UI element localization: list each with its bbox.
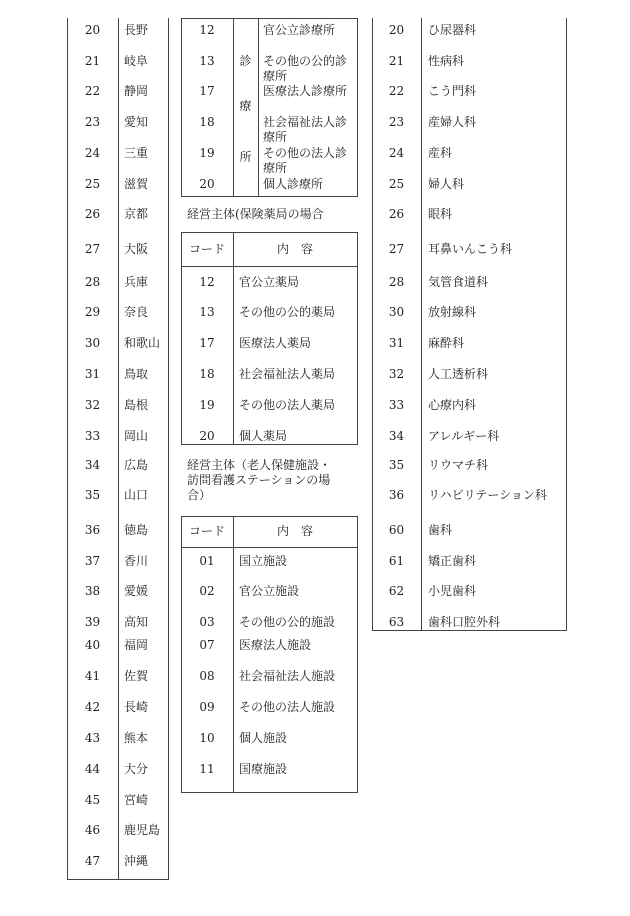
department-code: 22 (388, 84, 405, 98)
nursing-code: 01 (199, 554, 215, 568)
table-rule (566, 18, 567, 631)
pharmacy-code: 13 (199, 305, 215, 319)
prefecture-name: 和歌山 (124, 336, 161, 350)
pharmacy-type: その他の法人薬局 (239, 398, 336, 412)
prefecture-name: 山口 (124, 488, 149, 502)
prefecture-code: 40 (84, 638, 101, 652)
department-code: 32 (388, 367, 405, 381)
department-name: 人工透析科 (428, 367, 489, 381)
department-code: 28 (388, 275, 405, 289)
pharmacy-type: その他の公的薬局 (239, 305, 336, 319)
department-name: アレルギー科 (428, 429, 500, 443)
department-code: 24 (388, 146, 405, 160)
nursing-type: 国立施設 (239, 554, 288, 568)
clinic-type: 社会福祉法人診 (263, 115, 348, 129)
table-rule (181, 547, 358, 548)
prefecture-name: 宮崎 (124, 793, 149, 807)
department-name: こう門科 (428, 84, 477, 98)
department-code: 26 (388, 207, 405, 221)
prefecture-code: 33 (84, 429, 101, 443)
clinic-group-label: 診 (239, 54, 252, 68)
table-rule (181, 516, 358, 517)
pharmacy-code: 17 (199, 336, 215, 350)
prefecture-name: 大分 (124, 762, 149, 776)
prefecture-code: 35 (84, 488, 101, 502)
prefecture-code: 46 (84, 823, 101, 837)
nursing-header-content: 内 容 (276, 524, 313, 538)
prefecture-name: 鳥取 (124, 367, 149, 381)
prefecture-name: 福岡 (124, 638, 149, 652)
nursing-type: 社会福祉法人施設 (239, 669, 336, 683)
prefecture-name: 三重 (124, 146, 149, 160)
prefecture-name: 滋賀 (124, 177, 149, 191)
prefecture-name: 高知 (124, 615, 149, 629)
department-name: 放射線科 (428, 305, 477, 319)
clinic-type-cont: 療所 (263, 130, 288, 144)
pharmacy-code: 18 (199, 367, 215, 381)
department-code: 21 (388, 54, 405, 68)
nursing-header-code: コード (188, 524, 225, 538)
clinic-type: その他の法人診 (263, 146, 348, 160)
pharmacy-type: 社会福祉法人薬局 (239, 367, 336, 381)
department-name: ひ尿器科 (428, 23, 477, 37)
prefecture-code: 42 (84, 700, 101, 714)
prefecture-name: 愛媛 (124, 584, 149, 598)
nursing-type: 医療法人施設 (239, 638, 312, 652)
pharmacy-section-title: 経営主体(保険薬局の場合 (187, 207, 324, 221)
prefecture-name: 島根 (124, 398, 149, 412)
department-code: 35 (388, 458, 405, 472)
table-rule (118, 18, 119, 880)
prefecture-code: 32 (84, 398, 101, 412)
prefecture-name: 岐阜 (124, 54, 149, 68)
department-name: 麻酔科 (428, 336, 465, 350)
prefecture-name: 香川 (124, 554, 149, 568)
table-rule (181, 18, 358, 19)
prefecture-name: 徳島 (124, 523, 149, 537)
pharmacy-header-code: コード (188, 242, 225, 256)
clinic-code: 19 (199, 146, 215, 160)
department-name: リウマチ科 (428, 458, 489, 472)
prefecture-name: 佐賀 (124, 669, 149, 683)
clinic-type-cont: 療所 (263, 161, 288, 175)
department-name: 産婦人科 (428, 115, 477, 129)
department-name: 性病科 (428, 54, 465, 68)
clinic-type: 医療法人診療所 (263, 84, 348, 98)
prefecture-code: 23 (84, 115, 101, 129)
table-rule (421, 18, 422, 631)
department-code: 20 (388, 23, 405, 37)
prefecture-name: 鹿児島 (124, 823, 161, 837)
department-code: 61 (388, 554, 405, 568)
nursing-code: 09 (199, 700, 215, 714)
clinic-group-label: 療 (239, 99, 252, 113)
department-code: 33 (388, 398, 405, 412)
department-name: 矯正歯科 (428, 554, 477, 568)
prefecture-code: 29 (84, 305, 101, 319)
department-name: 気管食道科 (428, 275, 489, 289)
table-rule (67, 879, 169, 880)
table-rule (181, 792, 358, 793)
nursing-type: 官公立施設 (239, 584, 300, 598)
pharmacy-type: 医療法人薬局 (239, 336, 312, 350)
nursing-type: 個人施設 (239, 731, 288, 745)
table-rule (357, 18, 358, 197)
department-name: 歯科 (428, 523, 453, 537)
clinic-type: その他の公的診 (263, 54, 348, 68)
prefecture-name: 長崎 (124, 700, 149, 714)
prefecture-name: 広島 (124, 458, 149, 472)
department-code: 25 (388, 177, 405, 191)
prefecture-name: 岡山 (124, 429, 149, 443)
table-rule (357, 516, 358, 793)
nursing-code: 07 (199, 638, 215, 652)
prefecture-code: 25 (84, 177, 101, 191)
prefecture-code: 20 (84, 23, 101, 37)
department-code: 36 (388, 488, 405, 502)
department-name: 産科 (428, 146, 453, 160)
prefecture-code: 28 (84, 275, 101, 289)
prefecture-code: 26 (84, 207, 101, 221)
clinic-type: 官公立診療所 (263, 23, 336, 37)
department-code: 62 (388, 584, 405, 598)
prefecture-code: 47 (84, 854, 101, 868)
prefecture-code: 43 (84, 731, 101, 745)
department-name: リハビリテーション科 (428, 488, 547, 502)
department-code: 30 (388, 305, 405, 319)
nursing-type: 国療施設 (239, 762, 288, 776)
department-code: 60 (388, 523, 405, 537)
nursing-section-title: 訪問看護ステーションの場 (187, 473, 331, 487)
prefecture-code: 45 (84, 793, 101, 807)
nursing-type: その他の公的施設 (239, 615, 336, 629)
prefecture-name: 熊本 (124, 731, 149, 745)
prefecture-code: 39 (84, 615, 101, 629)
prefecture-code: 24 (84, 146, 101, 160)
department-code: 23 (388, 115, 405, 129)
prefecture-name: 大阪 (124, 242, 149, 256)
nursing-code: 10 (199, 731, 215, 745)
prefecture-code: 30 (84, 336, 101, 350)
department-name: 小児歯科 (428, 584, 477, 598)
clinic-group-label: 所 (239, 150, 252, 164)
clinic-code: 20 (199, 177, 215, 191)
department-name: 婦人科 (428, 177, 465, 191)
prefecture-name: 長野 (124, 23, 149, 37)
department-code: 63 (388, 615, 405, 629)
table-rule (233, 232, 234, 445)
table-rule (357, 232, 358, 445)
pharmacy-code: 19 (199, 398, 215, 412)
nursing-code: 11 (199, 762, 215, 776)
clinic-code: 17 (199, 84, 215, 98)
department-name: 眼科 (428, 207, 453, 221)
department-name: 耳鼻いんこう科 (428, 242, 513, 256)
table-rule (372, 18, 373, 631)
table-rule (67, 18, 68, 880)
clinic-code: 12 (199, 23, 215, 37)
prefecture-code: 44 (84, 762, 101, 776)
table-rule (168, 18, 169, 880)
table-rule (181, 18, 182, 197)
department-name: 歯科口腔外科 (428, 615, 501, 629)
prefecture-code: 31 (84, 367, 101, 381)
nursing-section-title: 合） (187, 488, 212, 502)
prefecture-code: 41 (84, 669, 101, 683)
prefecture-name: 沖縄 (124, 854, 149, 868)
clinic-code: 13 (199, 54, 215, 68)
nursing-code: 03 (199, 615, 215, 629)
clinic-type: 個人診療所 (263, 177, 324, 191)
pharmacy-header-content: 内 容 (276, 242, 313, 256)
table-rule (372, 630, 567, 631)
table-rule (181, 444, 358, 445)
department-code: 27 (388, 242, 405, 256)
prefecture-code: 22 (84, 84, 101, 98)
prefecture-name: 京都 (124, 207, 149, 221)
prefecture-name: 静岡 (124, 84, 149, 98)
clinic-code: 18 (199, 115, 215, 129)
department-code: 31 (388, 336, 405, 350)
table-rule (258, 18, 259, 197)
prefecture-code: 37 (84, 554, 101, 568)
table-rule (181, 232, 358, 233)
nursing-code: 02 (199, 584, 215, 598)
pharmacy-type: 個人薬局 (239, 429, 288, 443)
department-code: 34 (388, 429, 405, 443)
pharmacy-code: 20 (199, 429, 215, 443)
prefecture-name: 愛知 (124, 115, 149, 129)
prefecture-code: 34 (84, 458, 101, 472)
department-name: 心療内科 (428, 398, 477, 412)
clinic-type-cont: 療所 (263, 69, 288, 83)
nursing-type: その他の法人施設 (239, 700, 336, 714)
nursing-section-title: 経営主体（老人保健施設・ (187, 458, 332, 472)
prefecture-code: 38 (84, 584, 101, 598)
table-rule (233, 516, 234, 793)
table-rule (181, 196, 358, 197)
prefecture-code: 21 (84, 54, 101, 68)
prefecture-code: 36 (84, 523, 101, 537)
table-rule (181, 266, 358, 267)
nursing-code: 08 (199, 669, 215, 683)
prefecture-name: 奈良 (124, 305, 149, 319)
prefecture-name: 兵庫 (124, 275, 149, 289)
pharmacy-type: 官公立薬局 (239, 275, 300, 289)
prefecture-code: 27 (84, 242, 101, 256)
pharmacy-code: 12 (199, 275, 215, 289)
